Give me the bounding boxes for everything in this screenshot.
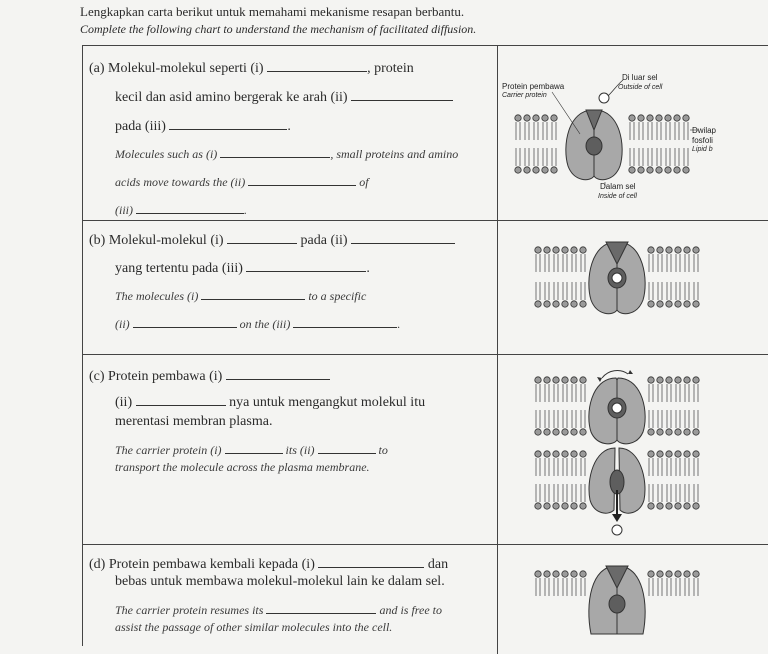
label-bilayer-ms1: Dwilap bbox=[692, 126, 717, 135]
row-d-en1b: and is free to bbox=[379, 603, 442, 617]
row-c-en1b: its (ii) bbox=[285, 443, 315, 457]
row-c-en1a: The carrier protein (i) bbox=[115, 443, 222, 457]
row-c-ms2a: (ii) bbox=[115, 395, 133, 410]
carrier-protein-a bbox=[566, 110, 622, 180]
row-b bbox=[83, 220, 768, 355]
row-b-label: (b) bbox=[89, 233, 106, 248]
instructions bbox=[80, 4, 760, 37]
row-b-ms1b: pada (ii) bbox=[300, 233, 348, 248]
row-c-ms3: merentasi membran plasma. bbox=[115, 414, 273, 429]
molecule-a bbox=[599, 93, 609, 103]
row-d-ms1b: dan bbox=[427, 557, 449, 572]
row-b-en2a: (ii) bbox=[115, 317, 130, 331]
blank-a-i[interactable] bbox=[267, 60, 367, 72]
row-d-ms1a: Protein pembawa kembali kepada (i) bbox=[108, 557, 315, 572]
row-c-en1c: to bbox=[378, 443, 388, 457]
row-a-text: (a) Molekul-molekul seperti (i) , protein kecil dan asid amino bergerak ke arah (ii) pada (iii) . Molecules such as (i) , small proteins and amino acids move towards the (ii) of (iii) . bbox=[83, 46, 498, 220]
row-d-label: (d) bbox=[89, 557, 106, 572]
row-b-figure bbox=[498, 220, 768, 354]
row-c-figure bbox=[498, 354, 768, 544]
row-b-text: (b) Molekul-molekul (i) pada (ii) yang tertentu pada (iii) . The molecules (i) to a specific (ii) on the (iii) . bbox=[83, 220, 498, 354]
row-b-en1b: to a specific bbox=[308, 289, 367, 303]
carrier-protein-c1 bbox=[589, 378, 645, 444]
blank-b-en-i[interactable] bbox=[201, 288, 305, 300]
blank-b-en-ii[interactable] bbox=[133, 316, 237, 328]
released-molecule bbox=[612, 525, 622, 535]
row-a-en3: (iii) bbox=[115, 203, 133, 217]
row-a-ms1b: , protein bbox=[367, 61, 414, 76]
blank-c-en-i[interactable] bbox=[225, 442, 283, 454]
row-b-ms2: yang tertentu pada (iii) bbox=[115, 261, 243, 276]
row-a-figure bbox=[498, 46, 768, 220]
row-a-en1a: Molecules such as (i) bbox=[115, 147, 218, 161]
label-outside-en: Outside of cell bbox=[618, 84, 663, 91]
blank-c-en-ii[interactable] bbox=[318, 442, 376, 454]
row-a-en2a: acids move towards the (ii) bbox=[115, 175, 246, 189]
row-c-en2: transport the molecule across the plasma membrane. bbox=[115, 460, 370, 474]
row-b-en1a: The molecules (i) bbox=[115, 289, 199, 303]
row-c-label: (c) bbox=[89, 369, 105, 384]
blank-a-en-i[interactable] bbox=[220, 146, 330, 158]
worksheet-table bbox=[82, 45, 768, 646]
blank-c-i[interactable] bbox=[226, 368, 330, 380]
row-b-en2b: on the (iii) bbox=[239, 317, 291, 331]
label-outside-ms: Di luar sel bbox=[622, 73, 658, 82]
row-b-ms1a: Molekul-molekul (i) bbox=[108, 233, 224, 248]
row-c-ms2b: nya untuk mengangkut molekul itu bbox=[229, 395, 426, 410]
blank-b-en-iii[interactable] bbox=[293, 316, 397, 328]
row-d-en2: assist the passage of other similar molecules into the cell. bbox=[115, 620, 393, 634]
row-c-ms1: Protein pembawa (i) bbox=[108, 369, 223, 384]
blank-a-en-ii[interactable] bbox=[248, 174, 356, 186]
row-d-text bbox=[83, 544, 498, 654]
row-c bbox=[83, 354, 768, 545]
blank-b-ii[interactable] bbox=[351, 232, 455, 244]
membrane-diagram-c bbox=[498, 354, 768, 544]
row-d bbox=[83, 544, 768, 654]
label-inside-en: Inside of cell bbox=[598, 193, 637, 200]
blank-b-i[interactable] bbox=[227, 232, 297, 244]
carrier-protein-b bbox=[589, 242, 645, 314]
row-a-ms2: kecil dan asid amino bergerak ke arah (ii) bbox=[115, 90, 348, 105]
row-a-en1b: , small proteins and amino bbox=[330, 147, 459, 161]
blank-d-i[interactable] bbox=[318, 556, 424, 568]
blank-c-ii[interactable] bbox=[136, 394, 226, 406]
label-bilayer-en: Lipid b bbox=[692, 146, 713, 153]
row-a-ms3: pada (iii) bbox=[115, 119, 166, 134]
instruction-english: Complete the following chart to understand the mechanism of facilitated diffusion. bbox=[80, 22, 477, 36]
blank-b-iii[interactable] bbox=[246, 260, 366, 272]
row-d-ms2: bebas untuk membawa molekul-molekul lain ke dalam sel. bbox=[115, 574, 445, 589]
blank-a-en-iii[interactable] bbox=[136, 202, 244, 214]
carrier-protein-d bbox=[589, 566, 645, 634]
membrane-diagram-d bbox=[498, 544, 768, 654]
blank-d-en-i[interactable] bbox=[266, 602, 376, 614]
row-a-en2b: of bbox=[359, 175, 369, 189]
rotation-arrow-1 bbox=[602, 371, 628, 378]
transport-arrowhead bbox=[612, 514, 622, 522]
row-a-label: (a) bbox=[89, 61, 105, 76]
row-d-figure bbox=[498, 544, 768, 654]
label-carrier-en: Carrier protein bbox=[502, 92, 547, 99]
instruction-malay: Lengkapkan carta berikut untuk memahami mekanisme resapan berbantu. bbox=[80, 4, 465, 19]
label-bilayer-ms2: fosfoli bbox=[692, 136, 713, 145]
row-d-en1a: The carrier protein resumes its bbox=[115, 603, 264, 617]
row-a bbox=[83, 46, 768, 221]
label-carrier-ms: Protein pembawa bbox=[502, 82, 565, 91]
row-c-text bbox=[83, 354, 498, 544]
blank-a-ii[interactable] bbox=[351, 89, 453, 101]
membrane-diagram-b bbox=[498, 220, 768, 354]
label-inside-ms: Dalam sel bbox=[600, 182, 636, 191]
row-a-ms1a: Molekul-molekul seperti (i) bbox=[108, 61, 264, 76]
blank-a-iii[interactable] bbox=[169, 118, 287, 130]
